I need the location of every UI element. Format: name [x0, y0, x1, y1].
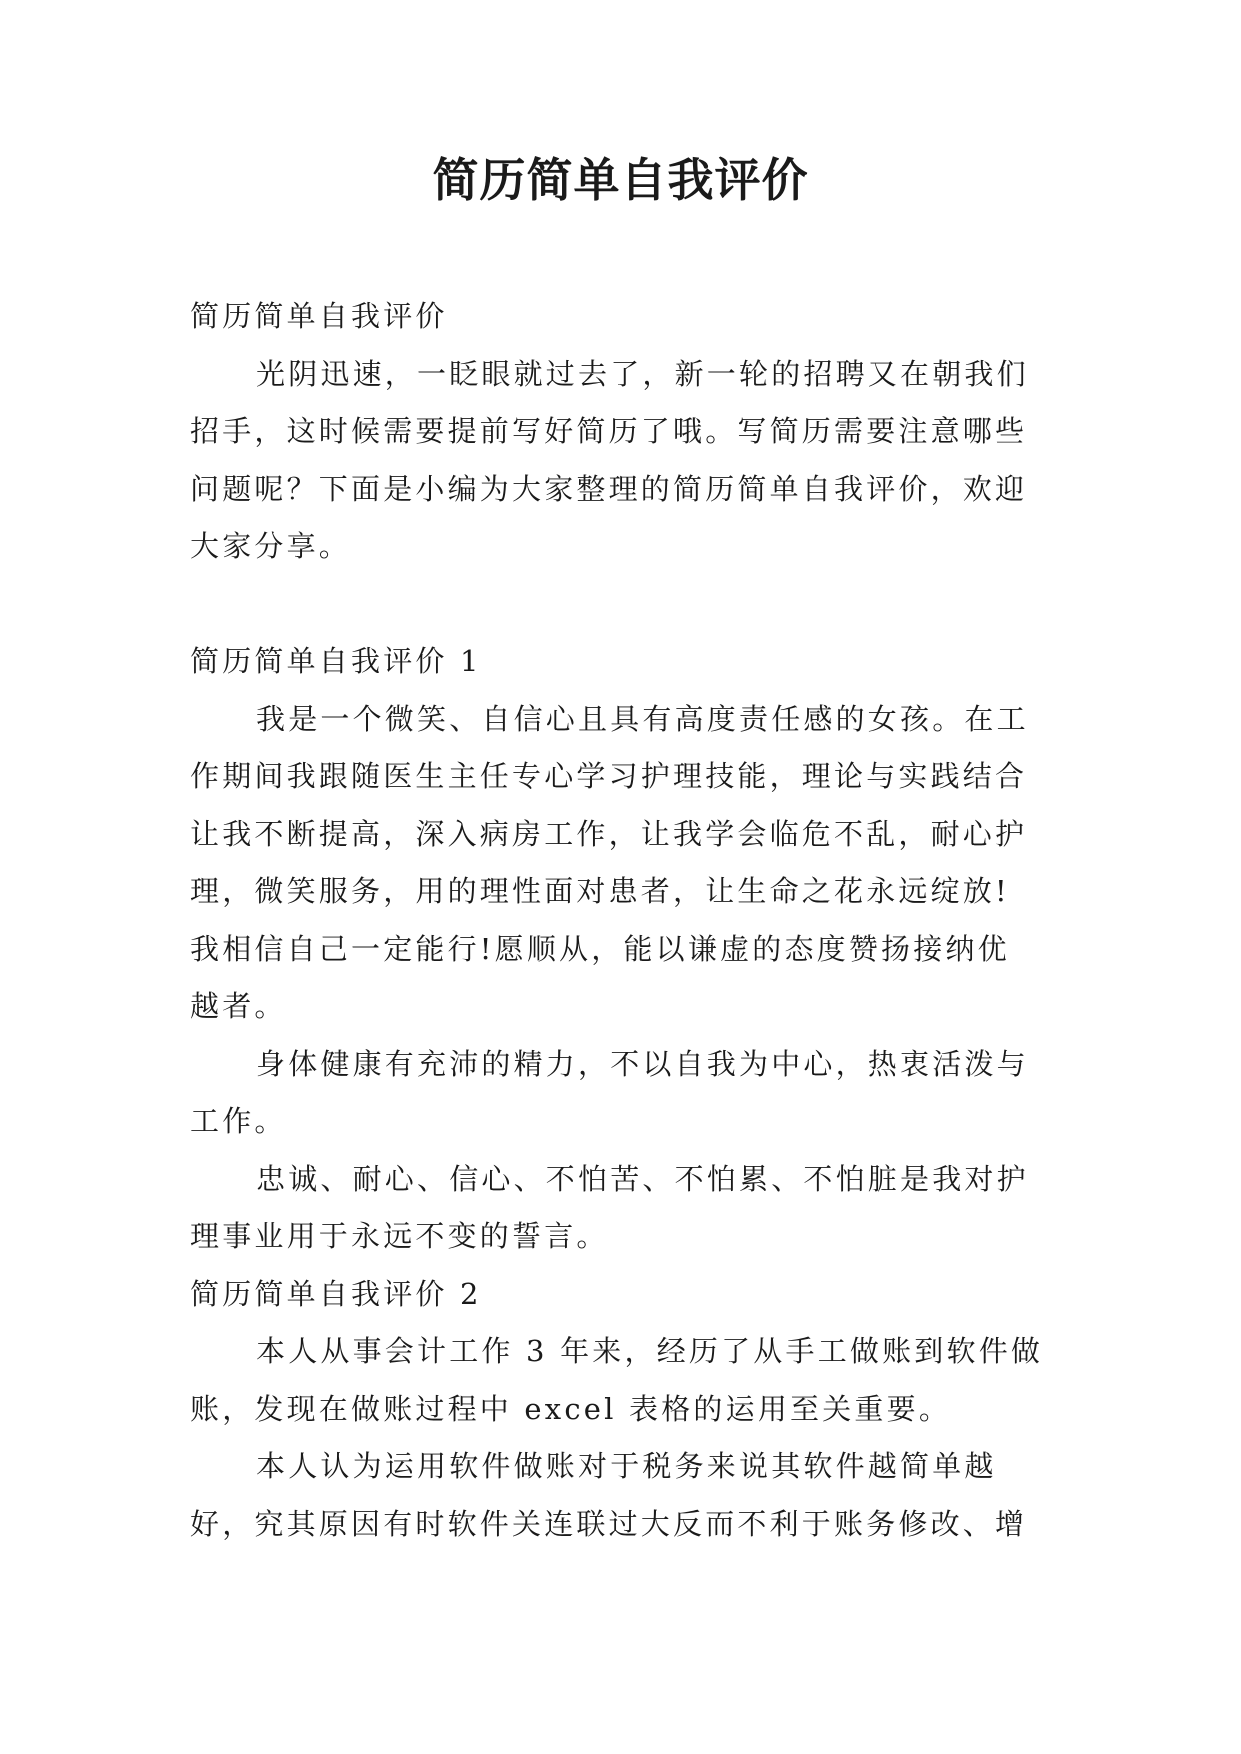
paragraph-line: 招手，这时候需要提前写好简历了哦。写简历需要注意哪些 — [190, 414, 1028, 448]
section2-paragraph-1 — [190, 1323, 1050, 1438]
document-body — [190, 288, 1050, 1553]
subtitle: 简历简单自我评价 — [190, 299, 448, 333]
document-title: 简历简单自我评价 — [432, 153, 809, 207]
section1-paragraph-2 — [190, 1036, 1050, 1151]
intro-paragraph — [190, 346, 1050, 576]
paragraph-line: 身体健康有充沛的精力，不以自我为中心，热衷活泼与 — [256, 1046, 1029, 1081]
section2-paragraph-2 — [190, 1438, 1050, 1553]
paragraph-line: 理事业用于永远不变的誓言。 — [190, 1219, 609, 1253]
paragraph-line: 作期间我跟随医生主任专心学习护理技能，理论与实践结合 — [190, 759, 1028, 793]
paragraph-line: 我是一个微笑、自信心且具有高度责任感的女孩。在工 — [256, 701, 1029, 736]
section1-paragraph-1 — [190, 691, 1050, 1036]
paragraph-line: 我相信自己一定能行!愿顺从，能以谦虚的态度赞扬接纳优 — [190, 931, 1010, 966]
paragraph-line: 大家分享。 — [190, 529, 352, 563]
section1-paragraph-3 — [190, 1151, 1050, 1266]
paragraph-line: 本人从事会计工作 3 年来，经历了从手工做账到软件做 — [256, 1334, 1044, 1368]
paragraph-line: 本人认为运用软件做账对于税务来说其软件越简单越 — [256, 1449, 997, 1483]
paragraph-line: 账，发现在做账过程中 excel 表格的运用至关重要。 — [190, 1391, 952, 1426]
paragraph-line: 好，究其原因有时软件关连联过大反而不利于账务修改、增 — [190, 1506, 1028, 1541]
paragraph-line: 越者。 — [190, 989, 287, 1023]
paragraph-line: 忠诚、耐心、信心、不怕苦、不怕累、不怕脏是我对护 — [256, 1161, 1029, 1196]
paragraph-line: 问题呢？下面是小编为大家整理的简历简单自我评价，欢迎 — [190, 471, 1028, 506]
paragraph-line: 光阴迅速，一眨眼就过去了，新一轮的招聘又在朝我们 — [256, 356, 1029, 391]
paragraph-line: 理，微笑服务，用的理性面对患者，让生命之花永远绽放! — [190, 874, 1010, 908]
section-spacer — [190, 576, 1050, 634]
section-heading-2: 简历简单自我评价 2 — [190, 1276, 482, 1311]
paragraph-line: 工作。 — [190, 1104, 287, 1138]
section-heading-1: 简历简单自我评价 1 — [190, 644, 482, 678]
paragraph-line: 让我不断提高，深入病房工作，让我学会临危不乱，耐心护 — [190, 816, 1028, 851]
